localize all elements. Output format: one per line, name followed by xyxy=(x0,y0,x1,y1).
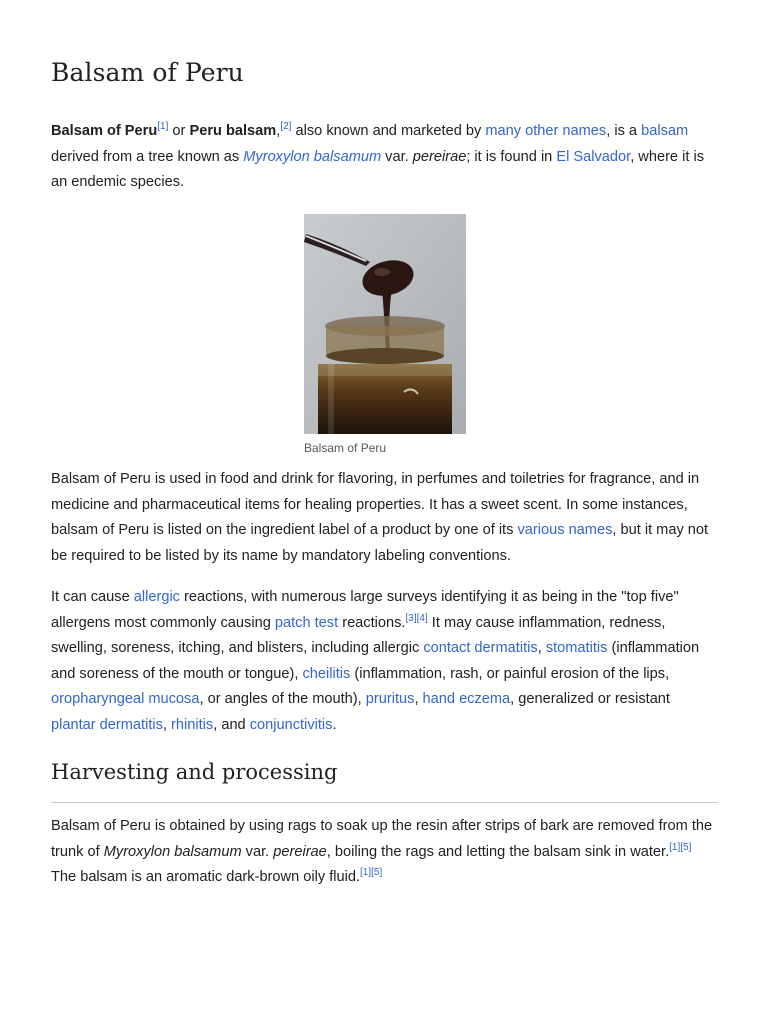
link-plantar-dermatitis[interactable]: plantar dermatitis xyxy=(51,716,163,733)
citation-link[interactable]: [4] xyxy=(416,612,428,624)
link-oropharyngeal-mucosa[interactable]: oropharyngeal mucosa xyxy=(51,691,200,708)
link-conjunctivitis[interactable]: conjunctivitis xyxy=(249,716,333,733)
link-various-names[interactable]: various names xyxy=(517,522,613,539)
intro-paragraph xyxy=(51,119,718,196)
text: The balsam is an aromatic dark-brown oily fluid. xyxy=(51,869,361,886)
link-allergic[interactable]: allergic xyxy=(133,589,180,605)
citation xyxy=(280,121,291,132)
text: , xyxy=(537,640,546,657)
text: , but it may not be required to be listed by its name by mandatory labeling conventions. xyxy=(51,522,709,564)
citation-link[interactable]: [5] xyxy=(371,867,383,879)
text: ; it is found in xyxy=(466,148,557,165)
text: , where it is an endemic species. xyxy=(51,148,704,191)
text: (inflammation, rash, or painful erosion of the lips, xyxy=(350,665,670,682)
italic-text: pereirae xyxy=(412,148,467,165)
italic-text: Myroxylon balsamum xyxy=(243,148,382,165)
link-contact-dermatitis[interactable]: contact dermatitis xyxy=(423,640,538,657)
citation-link[interactable]: [5] xyxy=(680,841,692,853)
citation-link[interactable]: [1] xyxy=(669,841,681,853)
text: reactions. xyxy=(338,614,406,631)
italic-text: Myroxylon balsamum xyxy=(103,843,242,860)
link-cheilitis[interactable]: cheilitis xyxy=(302,665,351,682)
bold-term: Peru balsam xyxy=(189,123,277,139)
link-el-salvador[interactable]: El Salvador xyxy=(556,148,631,165)
balsam-photo[interactable] xyxy=(304,214,466,434)
text: It can cause xyxy=(51,589,134,605)
bold-term: Balsam of Peru xyxy=(51,123,158,139)
text: derived from a tree known as xyxy=(51,148,244,165)
citation-link[interactable]: [3] xyxy=(405,612,417,624)
text: It may cause inflammation, redness, swelling, soreness, itching, and blisters, including allergic xyxy=(51,614,666,657)
text: (inflammation and soreness of the mouth or tongue), xyxy=(51,640,700,682)
section-divider xyxy=(51,802,718,803)
link-patch-test[interactable]: patch test xyxy=(274,614,339,631)
citation xyxy=(669,842,691,853)
citation xyxy=(405,613,427,624)
citation-link[interactable]: [1] xyxy=(157,121,169,133)
text: , generalized or resistant xyxy=(510,691,670,708)
text: , xyxy=(162,716,172,733)
text: var. xyxy=(241,843,274,860)
page-title: Balsam of Peru xyxy=(51,58,244,87)
link-stomatitis[interactable]: stomatitis xyxy=(545,640,608,657)
citation-link[interactable]: [1] xyxy=(360,867,372,879)
harvesting-paragraph xyxy=(51,814,718,891)
italic-text: pereirae xyxy=(273,843,327,860)
citation xyxy=(157,121,168,132)
link-rhinitis[interactable]: rhinitis xyxy=(171,716,214,733)
link-balsam[interactable]: balsam xyxy=(641,123,689,139)
text: or xyxy=(168,123,190,139)
text: . xyxy=(332,716,337,733)
text: , boiling the rags and letting the balsam sink in water. xyxy=(326,843,670,860)
text: also known and marketed by xyxy=(291,123,486,139)
text: , is a xyxy=(606,123,642,139)
text: , and xyxy=(213,716,250,733)
citation xyxy=(360,867,382,878)
text: reactions, with numerous large surveys identifying it as being in the "top five" allergens most commonly causing xyxy=(51,589,679,631)
text: , xyxy=(414,691,423,708)
link-myroxylon-balsamum[interactable] xyxy=(243,149,381,165)
link-pruritus[interactable]: pruritus xyxy=(365,691,415,708)
text: var. xyxy=(381,148,413,165)
text: , xyxy=(276,123,281,139)
text: Balsam of Peru is used in food and drink for flavoring, in perfumes and toiletries for fragrance, and in medicine and pharmaceutical items for healing properties. It has a sweet scent. In some instances, balsam of Peru is listed on the ingredient label of a product by one of its xyxy=(51,471,700,539)
allergy-paragraph xyxy=(51,585,718,739)
link-hand-eczema[interactable]: hand eczema xyxy=(422,691,511,708)
thumbnail-figure xyxy=(304,214,466,456)
citation-link[interactable]: [2] xyxy=(280,121,292,133)
text: Balsam of Peru is obtained by using rags to soak up the resin after strips of bark are removed from the trunk of xyxy=(51,818,713,860)
text: , or angles of the mouth), xyxy=(199,691,366,708)
figure-caption: Balsam of Peru xyxy=(304,441,387,455)
link-many-other-names[interactable]: many other names xyxy=(485,123,607,139)
section-heading: Harvesting and processing xyxy=(51,760,338,784)
usage-paragraph xyxy=(51,467,718,569)
